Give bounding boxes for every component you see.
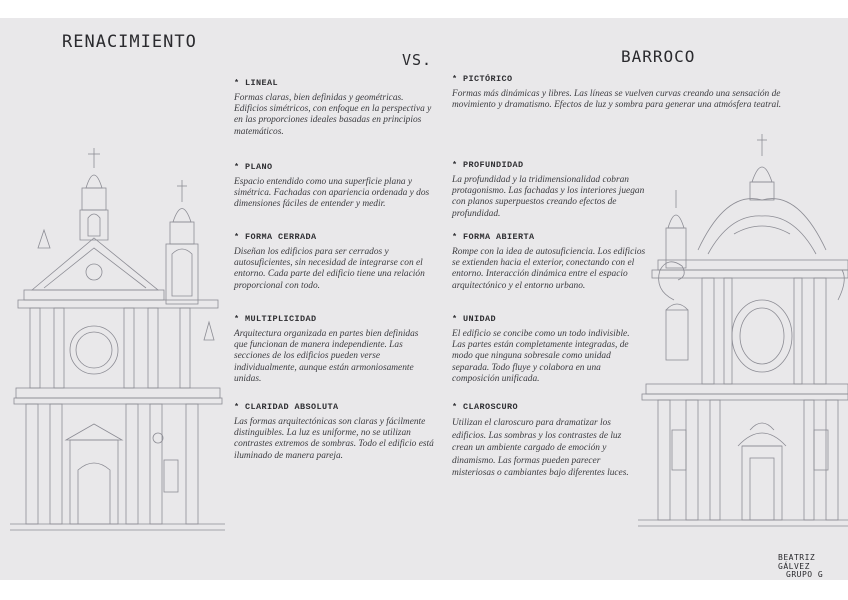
baroque-facade-drawing	[638, 130, 848, 530]
renaissance-facade-drawing	[10, 140, 225, 535]
section-text: Diseñan los edificios para ser cerrados y autosuficientes, sin necesidad de integrarse con el entorno. Cada parte del edificio tiene una relación proporcional con todo.	[234, 247, 425, 291]
section-text: Arquitectura organizada en partes bien definidas que funcionan de manera independiente. Las secciones de los edificios pueden verse individualmente, aunque están armoniosamente unidas.	[234, 329, 419, 384]
section-text: La profundidad y la tridimensionalidad cobran protagonismo. Las fachadas y los interiores juegan con planos superpuestos creando efectos de profundidad.	[452, 175, 645, 219]
section-unidad	[452, 314, 637, 385]
section-profundidad	[452, 160, 657, 220]
section-lineal	[234, 78, 434, 138]
section-text: Las formas arquitectónicas son claras y fácilmente distinguibles. La luz es uniforme, no se utilizan contrastes extremos de sombras. Todo el edificio está iluminado de manera pareja.	[234, 417, 434, 461]
section-multiplicidad	[234, 314, 429, 385]
section-heading: * PROFUNDIDAD	[452, 160, 524, 170]
section-text: Formas claras, bien definidas y geométricas. Edificios simétricos, con enfoque en la perspectiva y en las proporciones ideales basadas en principios matemáticos.	[234, 93, 432, 137]
section-heading: * FORMA ABIERTA	[452, 232, 535, 242]
section-claridad-absoluta	[234, 402, 434, 462]
title-barroco: BARROCO	[621, 47, 696, 66]
section-plano	[234, 162, 434, 211]
author-name: BEATRIZ GÁLVEZ	[778, 553, 816, 571]
section-heading: * CLAROSCURO	[452, 402, 519, 412]
section-pictorico	[452, 74, 812, 111]
section-heading: * LINEAL	[234, 78, 279, 88]
section-claroscuro	[452, 402, 632, 480]
section-text: Rompe con la idea de autosuficiencia. Los edificios se extienden hacia el exterior, conectando con el entorno. Interacción dinámica entre el espacio arquitectónico y el entorno urbano.	[452, 247, 646, 291]
title-versus: VS.	[402, 51, 433, 69]
section-forma-abierta	[452, 232, 652, 292]
section-text: Espacio entendido como una superficie plana y simétrica. Fachadas con apariencia ordenada y dos dimensiones fáciles de entender y medir.	[234, 177, 430, 210]
section-heading: * UNIDAD	[452, 314, 497, 324]
section-heading: * PICTÓRICO	[452, 74, 513, 84]
section-forma-cerrada	[234, 232, 439, 292]
section-heading: * MULTIPLICIDAD	[234, 314, 317, 324]
author-group: GRUPO G	[786, 570, 824, 579]
section-text: Utilizan el claroscuro para dramatizar los edificios. Las sombras y los contrastes de luz crean un ambiente cargado de emoción y dinamismo. Las formas pueden parecer misteriosas o cambiantes bajo diferentes luces.	[452, 418, 629, 478]
section-heading: * FORMA CERRADA	[234, 232, 317, 242]
section-text: El edificio se concibe como un todo indivisible. Las partes están completamente integradas, de modo que ninguna sobresale como unidad separada. Todo fluye y colabora en una composición unificada.	[452, 329, 630, 384]
section-text: Formas más dinámicas y libres. Las líneas se vuelven curvas creando una sensación de movimiento y dramatismo. Efectos de luz y sombra para generar una atmósfera teatral.	[452, 89, 782, 111]
title-renacimiento: RENACIMIENTO	[62, 32, 197, 52]
section-heading: * CLARIDAD ABSOLUTA	[234, 402, 339, 412]
section-heading: * PLANO	[234, 162, 273, 172]
